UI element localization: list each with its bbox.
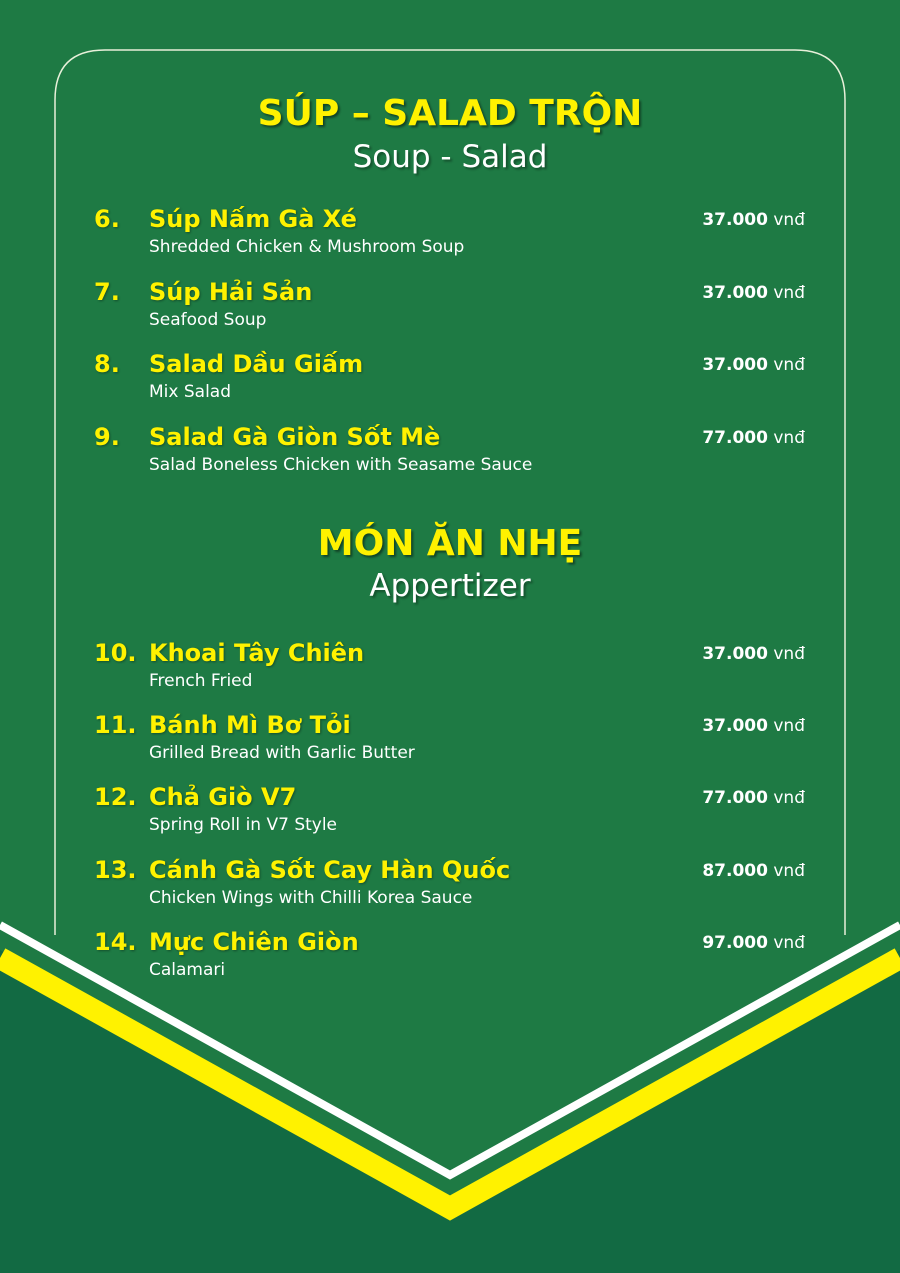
menu-item <box>0 639 900 699</box>
item-english-name: Mix Salad <box>149 382 231 402</box>
menu-item <box>0 350 900 410</box>
section-subtitle-appetizer: Appertizer <box>369 568 531 604</box>
item-number: 6. <box>94 205 120 233</box>
section-subtitle-soup-salad: Soup - Salad <box>352 139 548 175</box>
price-value: 87.000 <box>702 861 768 881</box>
price-unit: vnđ <box>773 933 805 953</box>
item-price <box>702 861 805 881</box>
menu-item <box>0 856 900 916</box>
item-name: Súp Nấm Gà Xé <box>149 205 357 233</box>
item-price <box>702 716 805 736</box>
item-name: Chả Giò V7 <box>149 783 297 811</box>
item-english-name: Spring Roll in V7 Style <box>149 815 338 835</box>
item-price <box>702 428 805 448</box>
item-name: Súp Hải Sản <box>149 278 313 306</box>
section-title-soup-salad: SÚP – SALAD TRỘN <box>257 93 643 134</box>
item-number: 10. <box>94 639 137 667</box>
item-price <box>702 210 805 230</box>
item-english-name: Grilled Bread with Garlic Butter <box>149 743 415 763</box>
item-number: 9. <box>94 423 120 451</box>
price-unit: vnđ <box>773 428 805 448</box>
item-name: Salad Dầu Giấm <box>149 350 364 378</box>
item-english-name: Calamari <box>149 960 226 980</box>
price-value: 37.000 <box>702 283 768 303</box>
menu-item <box>0 278 900 338</box>
item-name: Salad Gà Giòn Sốt Mè <box>149 423 441 451</box>
price-value: 77.000 <box>702 788 768 808</box>
price-unit: vnđ <box>773 788 805 808</box>
menu-item <box>0 711 900 771</box>
item-number: 7. <box>94 278 120 306</box>
item-number: 14. <box>94 928 137 956</box>
price-unit: vnđ <box>773 861 805 881</box>
item-price <box>702 644 805 664</box>
price-value: 37.000 <box>702 355 768 375</box>
price-unit: vnđ <box>773 283 805 303</box>
item-english-name: Shredded Chicken & Mushroom Soup <box>149 237 465 257</box>
price-unit: vnđ <box>773 644 805 664</box>
item-english-name: Chicken Wings with Chilli Korea Sauce <box>149 888 473 908</box>
item-price <box>702 788 805 808</box>
price-value: 37.000 <box>702 210 768 230</box>
item-name: Cánh Gà Sốt Cay Hàn Quốc <box>149 856 511 884</box>
price-value: 77.000 <box>702 428 768 448</box>
item-name: Mực Chiên Giòn <box>149 928 359 956</box>
price-unit: vnđ <box>773 355 805 375</box>
item-price <box>702 933 805 953</box>
price-unit: vnđ <box>773 716 805 736</box>
item-name: Khoai Tây Chiên <box>149 639 365 667</box>
price-value: 37.000 <box>702 716 768 736</box>
item-number: 12. <box>94 783 137 811</box>
section-title-appetizer: MÓN ĂN NHẸ <box>317 523 583 564</box>
item-number: 11. <box>94 711 137 739</box>
item-english-name: Salad Boneless Chicken with Seasame Sauce <box>149 455 533 475</box>
item-english-name: Seafood Soup <box>149 310 267 330</box>
item-english-name: French Fried <box>149 671 253 691</box>
menu-item <box>0 423 900 483</box>
menu-item <box>0 783 900 843</box>
item-price <box>702 283 805 303</box>
price-value: 37.000 <box>702 644 768 664</box>
price-value: 97.000 <box>702 933 768 953</box>
menu-item <box>0 205 900 265</box>
item-price <box>702 355 805 375</box>
item-number: 13. <box>94 856 137 884</box>
price-unit: vnđ <box>773 210 805 230</box>
item-name: Bánh Mì Bơ Tỏi <box>149 711 351 739</box>
item-number: 8. <box>94 350 120 378</box>
menu-item <box>0 928 900 988</box>
